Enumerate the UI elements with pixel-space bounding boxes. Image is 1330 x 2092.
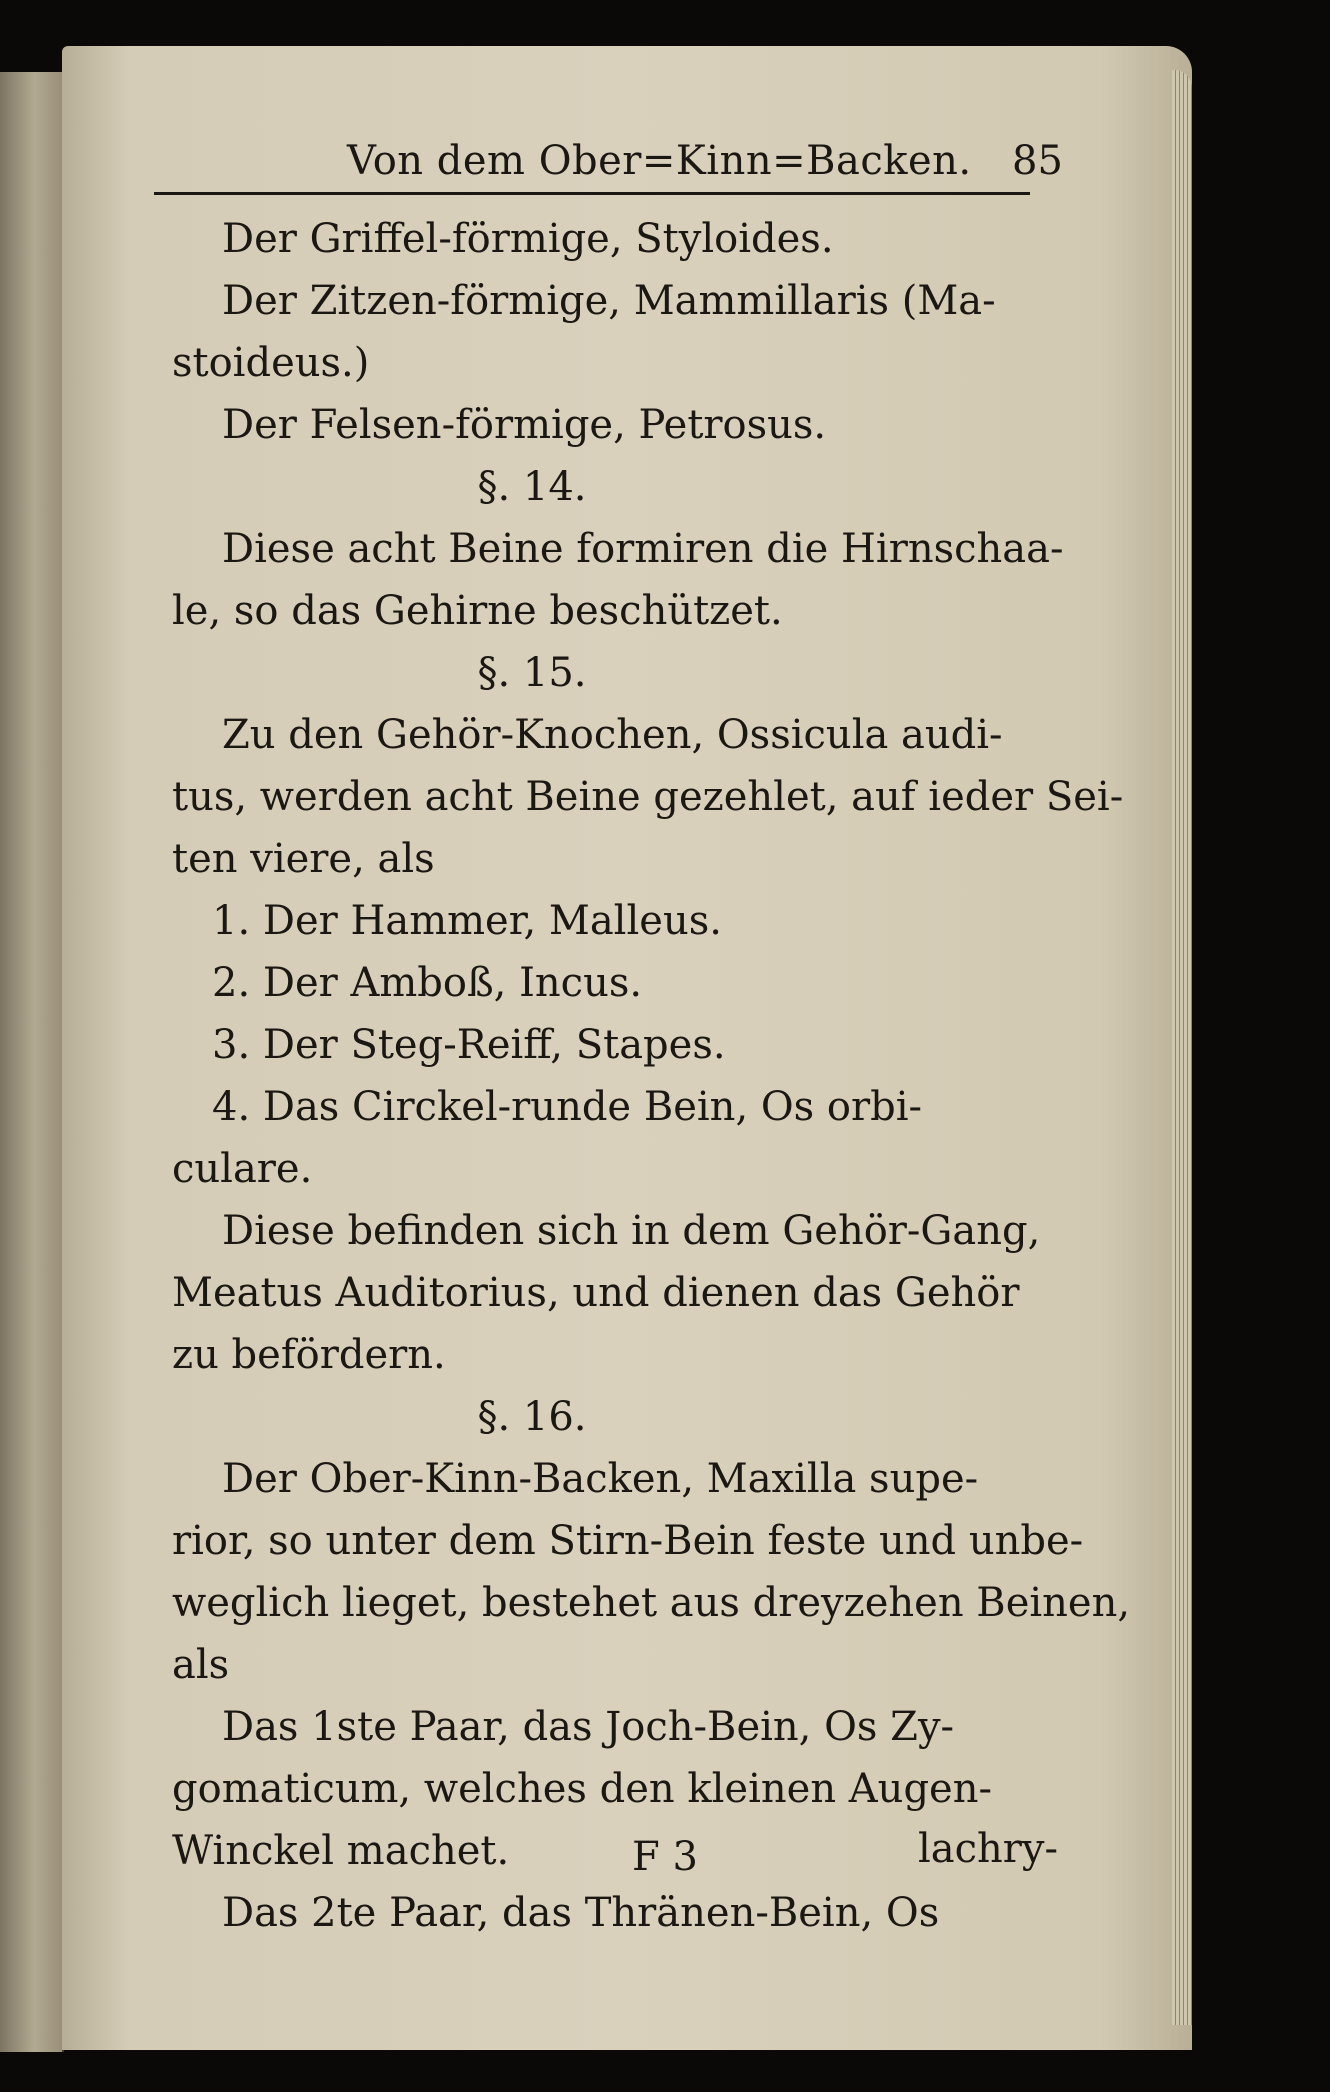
list-item: 2. Der Amboß, Incus. — [212, 960, 643, 1006]
head-rule — [154, 192, 1030, 195]
list-item: 4. Das Circkel-runde Bein, Os orbi- — [212, 1084, 923, 1130]
text-line: stoideus.) — [172, 340, 370, 386]
text-line: zu befördern. — [172, 1332, 446, 1378]
text-line: Der Felsen-förmige, Petrosus. — [222, 402, 827, 448]
text-line: Der Griffel-förmige, Styloides. — [222, 216, 834, 262]
text-line: Diese befinden sich in dem Gehör-Gang, — [222, 1208, 1041, 1254]
list-item: 3. Der Steg-Reiff, Stapes. — [212, 1022, 726, 1068]
text-line: rior, so unter dem Stirn-Bein feste und unbe- — [172, 1518, 1084, 1564]
text-line: Der Zitzen-förmige, Mammillaris (Ma- — [222, 278, 996, 324]
text-line: Der Ober-Kinn-Backen, Maxilla supe- — [222, 1456, 979, 1502]
printer-signature: F 3 — [632, 1834, 698, 1880]
running-head-title: Von dem Ober=Kinn=Backen. — [347, 138, 972, 184]
section-heading: §. 15. — [477, 650, 587, 696]
section-heading: §. 16. — [477, 1394, 587, 1440]
body-text — [172, 208, 1131, 1944]
text-line: Diese acht Beine formiren die Hirnschaa- — [222, 526, 1064, 572]
text-line: weglich lieget, bestehet aus dreyzehen Beinen, — [172, 1580, 1131, 1626]
facing-page-edge — [0, 72, 64, 2052]
text-line: le, so das Gehirne beschützet. — [172, 588, 783, 634]
section-heading: §. 14. — [477, 464, 587, 510]
text-line: culare. — [172, 1146, 313, 1192]
running-head — [172, 128, 1092, 186]
text-line: als — [172, 1642, 230, 1688]
page-number: 85 — [1012, 138, 1063, 184]
text-line: tus, werden acht Beine gezehlet, auf ieder Sei- — [172, 774, 1124, 820]
catchword: lachry- — [918, 1826, 1059, 1872]
text-line: Winckel machet. — [172, 1828, 510, 1874]
page-stack-edge — [1172, 70, 1192, 2025]
text-line: gomaticum, welches den kleinen Augen- — [172, 1766, 992, 1812]
text-line: Das 2te Paar, das Thränen-Bein, Os — [222, 1890, 940, 1936]
text-line: Zu den Gehör-Knochen, Ossicula audi- — [222, 712, 1003, 758]
text-line: ten viere, als — [172, 836, 435, 882]
text-line: Das 1ste Paar, das Joch-Bein, Os Zy- — [222, 1704, 955, 1750]
list-item: 1. Der Hammer, Malleus. — [212, 898, 722, 944]
text-line: Meatus Auditorius, und dienen das Gehör — [172, 1270, 1020, 1316]
